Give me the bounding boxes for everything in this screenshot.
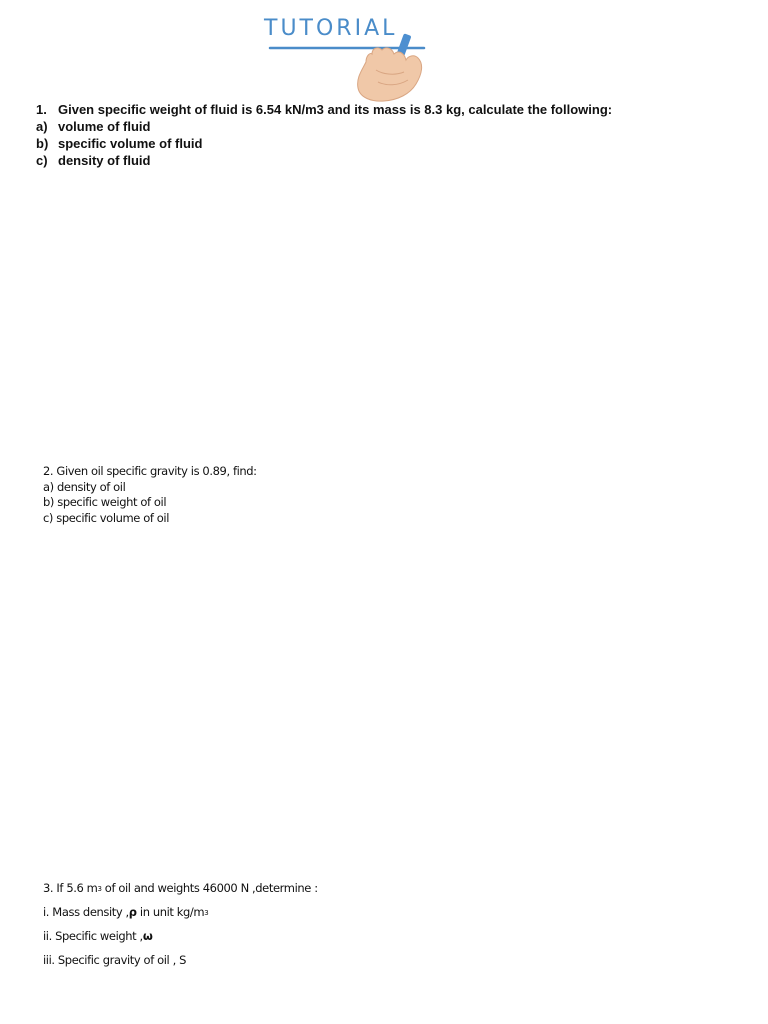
list-item xyxy=(36,152,612,169)
list-item xyxy=(36,135,612,152)
question-1 xyxy=(36,101,612,169)
stem-part: 3. If 5.6 m xyxy=(43,881,98,895)
list-item xyxy=(43,928,318,952)
part-text: density of fluid xyxy=(58,153,151,168)
question-number: 1. xyxy=(36,102,47,117)
part-text: i. Mass density , xyxy=(43,905,129,919)
question-2 xyxy=(43,464,257,526)
list-item: iii. Specific gravity of oil , S xyxy=(43,953,186,967)
list-item xyxy=(36,118,612,135)
question-text: 2. Given oil specific gravity is 0.89, find: xyxy=(43,464,257,478)
question-text: Given specific weight of fluid is 6.54 kN/m3 and its mass is 8.3 kg, calculate the following: xyxy=(58,102,613,117)
part-text: in unit kg/m xyxy=(136,905,205,919)
list-item: c) specific volume of oil xyxy=(43,510,169,525)
stem-part: of oil and weights 46000 N ,determine : xyxy=(101,881,318,895)
part-marker: b) xyxy=(36,136,49,151)
list-item: a) density of oil xyxy=(43,479,126,494)
symbol: ω xyxy=(142,929,153,943)
superscript: 3 xyxy=(204,909,209,917)
part-text: volume of fluid xyxy=(58,119,151,134)
part-text: specific volume of fluid xyxy=(58,136,203,151)
list-item xyxy=(43,904,318,928)
list-item: b) specific weight of oil xyxy=(43,495,167,509)
page-title: TUTORIAL xyxy=(264,16,398,41)
part-text: ii. Specific weight , xyxy=(43,929,143,943)
symbol: ρ xyxy=(128,905,137,919)
question-3 xyxy=(43,880,318,976)
question-1-stem xyxy=(36,101,612,118)
part-marker: c) xyxy=(36,153,48,168)
superscript: 3 xyxy=(97,885,102,893)
part-marker: a) xyxy=(36,119,48,134)
question-text xyxy=(43,880,318,904)
